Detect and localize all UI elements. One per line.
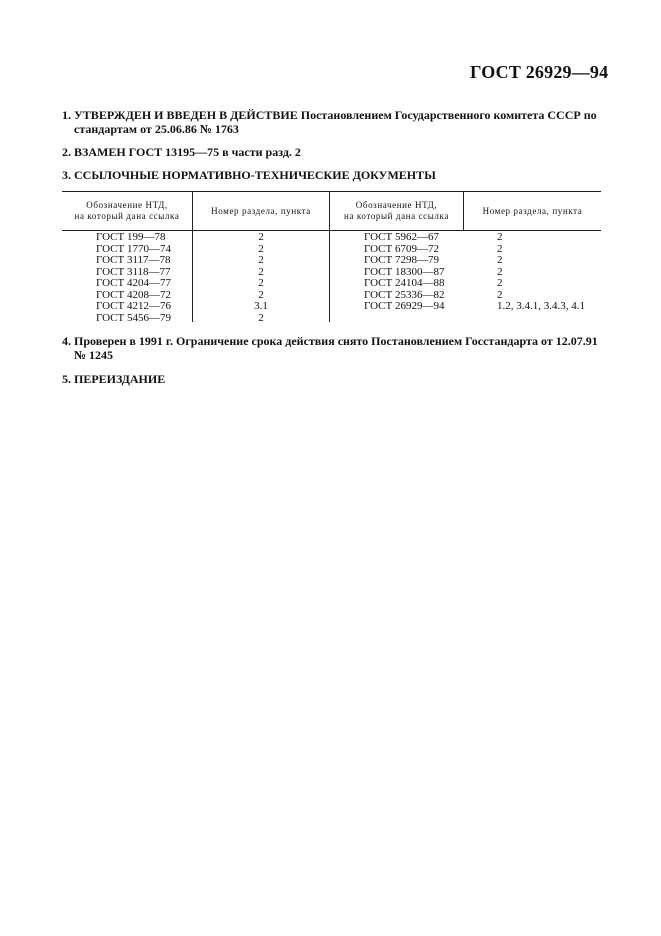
reference-document: ГОСТ 7298—79 [364,254,439,266]
reference-document: ГОСТ 4212—76 [96,300,171,312]
reference-section: 1.2, 3.4.1, 3.4.3, 4.1 [497,300,585,312]
item-lead: УТВЕРЖДЕН И ВВЕДЕН В ДЕЙСТВИЕ [74,108,298,122]
reference-section: 2 [497,231,503,243]
reference-document: ГОСТ 5456—79 [96,311,171,324]
reference-document: ГОСТ 1770—74 [96,242,171,255]
reference-document: ГОСТ 199—78 [96,231,166,243]
item-number: 3. [62,168,71,182]
item-continuation: № 1245 [74,348,114,362]
reference-document: ГОСТ 3118—77 [96,265,171,278]
reference-document: ГОСТ 5962—67 [364,231,439,243]
reference-document: ГОСТ 25336—82 [364,288,445,301]
reference-document: ГОСТ 24104—88 [364,277,445,289]
left-doc-column [96,232,171,324]
item-number: 2. [62,145,71,159]
reference-section: 2 [497,265,503,278]
item-number: 4. [62,334,71,348]
header-doc-left: Обозначение НТД, на который дана ссылка [74,200,180,221]
reference-section: 2 [258,277,264,289]
reference-section: 2 [497,277,503,289]
header-num-right: Номер раздела, пункта [482,206,583,216]
right-num-column [497,232,585,313]
item-number: 5. [62,372,71,386]
reference-document: ГОСТ 4204—77 [96,277,171,289]
reference-section: 2 [497,254,503,266]
reference-section: 2 [258,254,264,266]
document-code: ГОСТ 26929—94 [470,62,609,82]
reference-document: ГОСТ 3117—78 [96,254,171,266]
reference-document: ГОСТ 26929—94 [364,300,445,312]
item-replaces [62,145,612,159]
left-num-column [193,232,329,324]
header-doc-right: Обозначение НТД, на который дана ссылка [344,200,449,221]
item-text: ССЫЛОЧНЫЕ НОРМАТИВНО-ТЕХНИЧЕСКИЕ ДОКУМЕНТЫ [74,168,436,182]
item-text: Проверен в 1991 г. Ограничение срока действия снято Постановлением Госстандарта от 12.07.91 [74,334,598,348]
reference-section: 2 [258,288,264,301]
item-references-heading [62,168,612,182]
reference-section: 2 [497,288,503,301]
reference-section: 2 [258,242,264,255]
item-text: ПЕРЕИЗДАНИЕ [74,372,166,386]
reference-section: 2 [497,242,503,255]
references-table [62,191,601,322]
item-checked [62,334,612,362]
item-continuation: стандартам от 25.06.86 № 1763 [74,122,239,136]
item-approved [62,108,612,136]
reference-document: ГОСТ 6709—72 [364,242,439,255]
reference-section: 2 [258,265,264,278]
reference-section: 2 [258,311,264,324]
reference-section: 3.1 [254,300,268,312]
item-reissue [62,372,612,386]
item-text: ВЗАМЕН ГОСТ 13195—75 в части разд. 2 [74,145,301,159]
table-top-rule [62,191,601,192]
item-text: Постановлением Государственного комитета СССР по [297,108,597,122]
right-doc-column [364,232,444,313]
reference-document: ГОСТ 18300—87 [364,265,445,278]
reference-document: ГОСТ 4208—72 [96,288,171,301]
reference-section: 2 [258,231,264,243]
item-number: 1. [62,108,71,122]
header-num-left: Номер раздела, пункта [211,206,311,216]
